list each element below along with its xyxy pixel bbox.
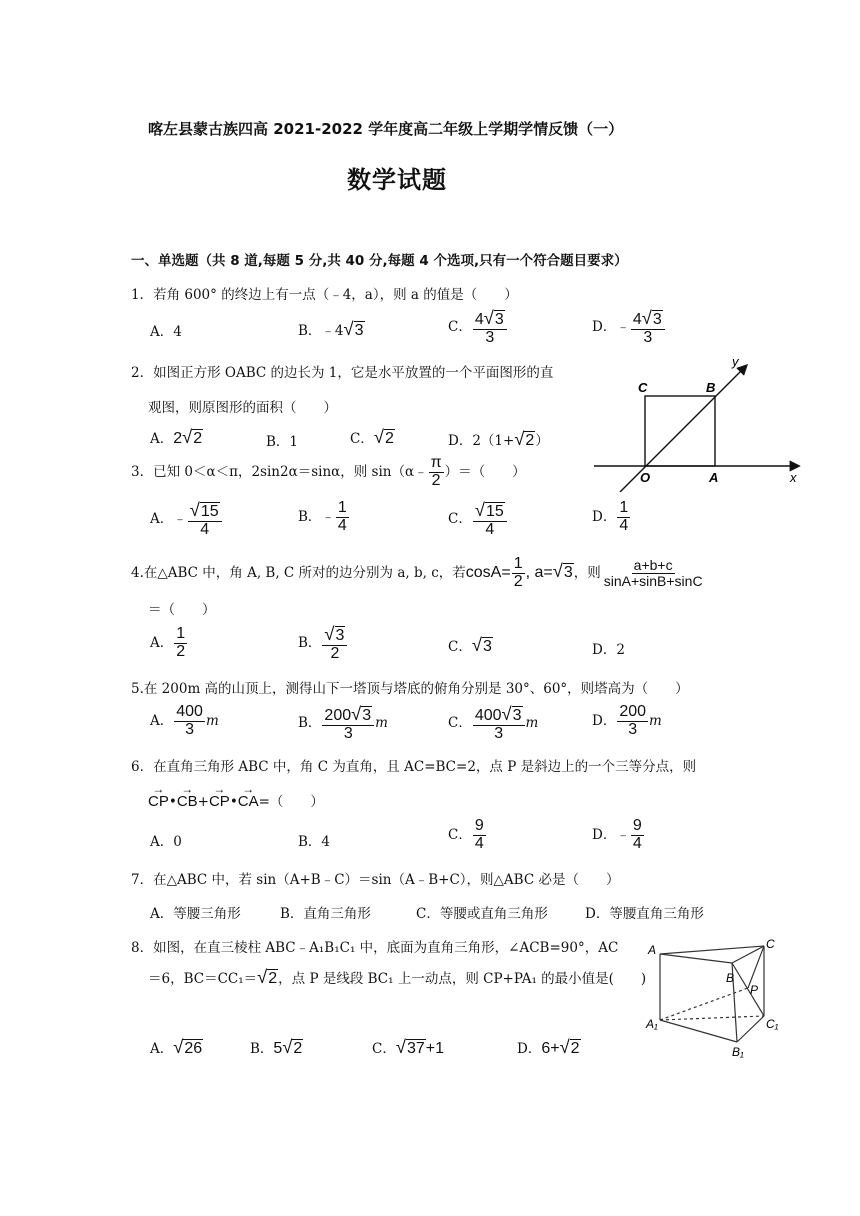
q8-option-d: D．6+√2 <box>517 1036 580 1057</box>
q4-option-b: B． $\frac{√3}{2}$ <box>298 624 348 663</box>
q8-option-b: B．5√2 <box>250 1036 303 1057</box>
q7-option-b: B．直角三角形 <box>280 906 371 922</box>
q2-figure <box>590 352 810 492</box>
svg-text:C: C <box>766 937 775 951</box>
q2-stem-line2: 观图，则原图形的面积（ ） <box>148 400 337 416</box>
q8-stem-line2: ＝6，BC＝CC₁＝√2，点 P 是线段 BC₁ 上一动点，则 CP+PA₁ 的最小值是( ) <box>148 966 647 987</box>
q3-option-b: B．﹣ $\frac{1}{4}$ <box>298 499 347 534</box>
q5-option-b: B． $\frac{200√3}{3}$ m <box>298 703 388 742</box>
q3-option-c: C． $\frac{√15}{4}$ <box>448 500 508 539</box>
q8-figure <box>642 932 792 1062</box>
svg-text:x: x <box>790 470 797 485</box>
q7-option-a: A．等腰三角形 <box>150 906 241 922</box>
square-oabc <box>645 396 715 466</box>
q6-option-a: A．0 <box>150 834 182 850</box>
q4-option-c: C．√3 <box>448 634 492 655</box>
svg-text:A: A <box>648 943 657 957</box>
svg-text:B: B <box>726 971 735 985</box>
svg-text:B₁: B₁ <box>732 1045 744 1059</box>
q4-option-a: A． $\frac{1}{2}$ <box>150 625 186 660</box>
q6-stem-line1: 6．在直角三角形 ABC 中，角 C 为直角，且 AC=BC=2，点 P 是斜边上的一个三等分点，则 <box>131 759 697 775</box>
svg-text:y: y <box>732 354 739 369</box>
svg-text:P: P <box>750 983 759 997</box>
svg-text:B: B <box>706 380 716 395</box>
q3-option-d: D． $\frac{1}{4}$ <box>592 499 629 534</box>
subject-title: 数学试题 <box>347 166 447 194</box>
q2-option-d: D．2（1+√2） <box>448 428 549 449</box>
q7-stem: 7．在△ABC 中，若 sin（A+B﹣C）＝sin（A﹣B+C），则△ABC 必是（ ） <box>131 872 620 888</box>
q6-option-d: D．﹣ $\frac{9}{4}$ <box>592 817 642 852</box>
svg-text:A: A <box>709 470 719 485</box>
q3-stem: 3．已知 0＜α＜π，2sin2α＝sinα，则 sin（α﹣ $\frac{\pi}{2}$ ）＝（ ） <box>131 454 526 489</box>
q5-option-d: D． $\frac{200}{3}$ m <box>592 703 662 738</box>
q7-option-c: C．等腰或直角三角形 <box>416 906 548 922</box>
q1-option-b: B．﹣4√3 <box>298 318 364 339</box>
q3-option-a: A．﹣ $\frac{√15}{4}$ <box>150 500 223 539</box>
q1-stem: 1．若角 600° 的终边上有一点（﹣4，a），则 a 的值是（ ） <box>131 287 518 303</box>
q4-stem: 4.在△ABC 中，角 A, B, C 所对的边分别为 a, b, c，若cosA= $\frac{1}{2}$ , a=√3，则 $\frac{a+b+c}{\sin A+\sin B+\sin C}$ <box>131 555 703 590</box>
q6-option-c: C． $\frac{9}{4}$ <box>448 817 484 852</box>
q8-stem-line1: 8．如图，在直三棱柱 ABC﹣A₁B₁C₁ 中，底面为直角三角形，∠ACB=90°，AC <box>131 940 619 956</box>
q1-option-c: C． $\frac{4√3}{3}$ <box>448 308 508 347</box>
svg-text:C₁: C₁ <box>766 1017 779 1031</box>
exam-title: 喀左县蒙古族四高 2021-2022 学年度高二年级上学期学情反馈（一） <box>148 120 624 138</box>
q4-stem-line2: ＝（ ） <box>148 602 216 618</box>
q4-option-d: D．2 <box>592 642 625 658</box>
q6-option-b: B．4 <box>298 834 331 850</box>
q1-option-a: A．4 <box>150 324 182 340</box>
q8-option-c: C．√37+1 <box>372 1036 444 1057</box>
svg-text:A₁: A₁ <box>646 1017 658 1031</box>
q2-stem-line1: 2．如图正方形 OABC 的边长为 1，它是水平放置的一个平面图形的直 <box>131 365 554 381</box>
q8-option-a: A．√26 <box>150 1036 203 1057</box>
svg-text:O: O <box>640 470 651 485</box>
section-heading: 一、单选题（共 8 道,每题 5 分,共 40 分,每题 4 个选项,只有一个符合题目要求） <box>131 253 628 269</box>
q2-option-c: C．√2 <box>350 426 394 447</box>
q2-option-a: A．2√2 <box>150 426 203 447</box>
q2-option-b: B．1 <box>266 434 299 450</box>
q5-option-a: A． $\frac{400}{3}$ m <box>150 703 219 738</box>
q1-option-d: D．﹣ $\frac{4√3}{3}$ <box>592 308 666 347</box>
q5-stem: 5.在 200m 高的山顶上，测得山下一塔顶与塔底的俯角分别是 30°、60°，则塔高为（ ） <box>131 681 689 697</box>
q7-option-d: D．等腰直角三角形 <box>585 906 704 922</box>
q5-option-c: C． $\frac{400√3}{3}$ m <box>448 703 539 742</box>
svg-text:C: C <box>638 380 648 395</box>
q6-stem-line2: → CP•→ CB+→ CP•→ CA=（ ） <box>148 790 324 810</box>
